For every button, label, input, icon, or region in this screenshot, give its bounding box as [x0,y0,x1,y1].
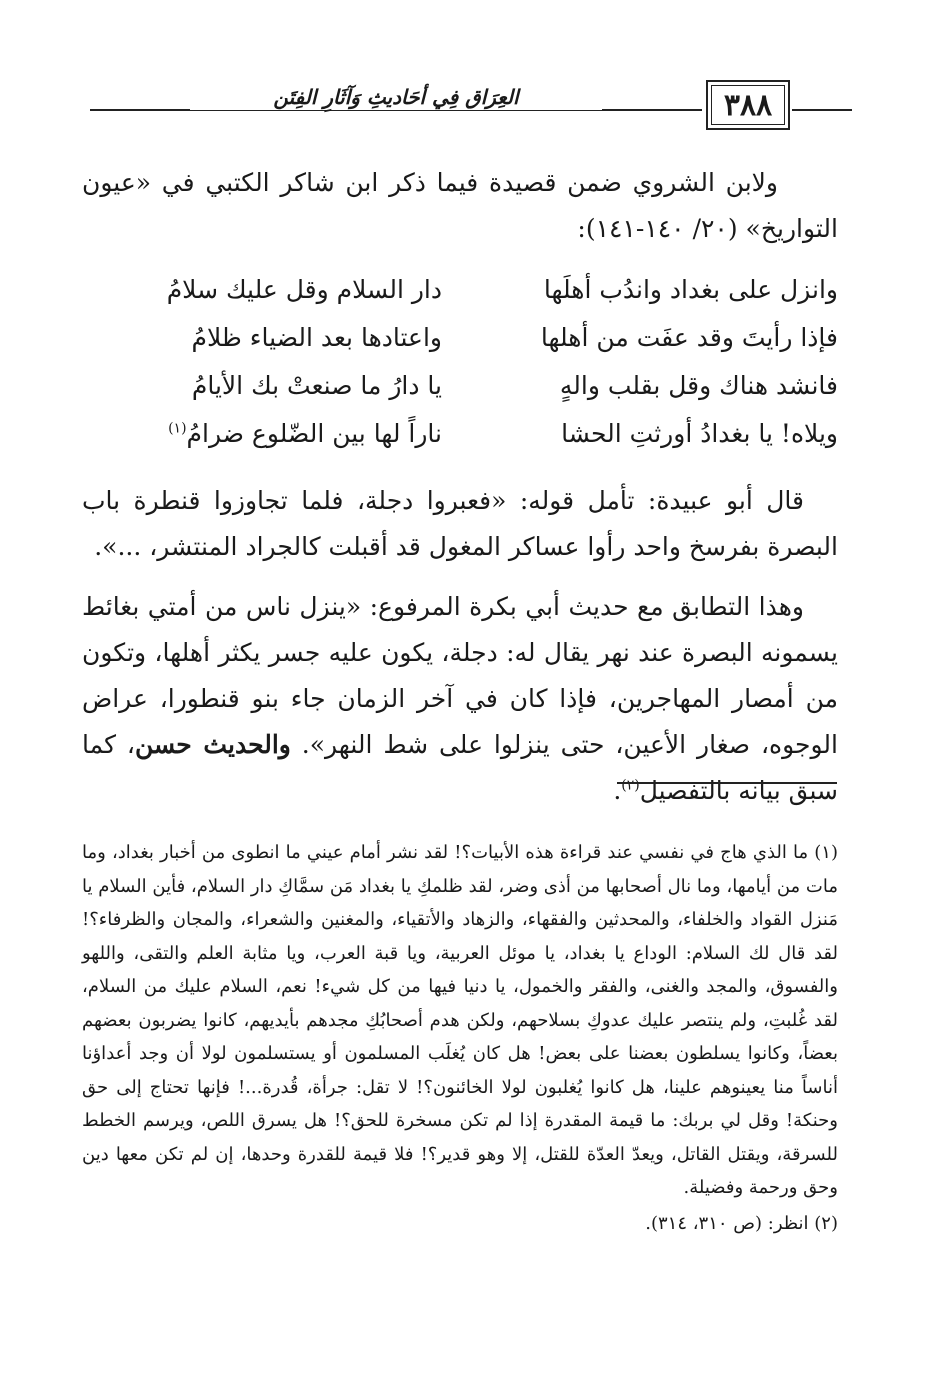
footnote-1: (١) ما الذي هاج في نفسي عند قراءة هذه الأبيات؟! لقد نشر أمام عيني ما انطوى من أخبار بغداد، وما مات من أيامها، وما نال أصحابها من أذى وضر، لقد ظلمكِ يا بغداد مَن سمَّاكِ دار السلام، فأين السلام يا مَنزل القواد والخلفاء، والمحدثين والفقهاء، والزهاد والأتقياء، والمغنين والشعراء، والمجان والظرفاء؟! لقد قال لك السلام: الوداع يا بغداد، يا موئل العربية، ويا قبة العرب، ويا مثابة العلم والتقى، واللهو والفسوق، والمجد والغنى، والفقر والخمول، يا دنيا فيها من كل شيء! نعم، السلام عليك من السلام، لقد غُلبتِ، ولم ينتصر عليك عدوكِ بسلاحهم، ولكن هدم أصحابُكِ مجدهم بأيديهم، كانوا يضربون بعضهم بعضاً، وكانوا يسلطون بعضنا على بعض! هل كان يُغلَب المسلمون أو يستسلمون لولا أن وجد أعداؤنا أناساً منا يعينوهم علينا، هل كانوا يُغلبون لولا الخائنون؟! لا تقل: جرأة، قُدرة...! فإنها تحتاج إلى حق وحنكة! وقل لي بربك: ما قيمة المقدرة إذا لم تكن مسخرة للحق؟! هل يسرق اللص، ويرسم الخطط للسرقة، ويقتل القاتل، ويعدّ العدّة للقتل، إلا وهو قدير؟! فلا قيمة للقدرة وحدها، إن لم تكن معها دين وحق ورحمة وفضيلة. [82,842,838,1198]
verse-first-hemistich: فإذا رأيتَ وقد عفَت من أهلها [540,323,838,352]
header-rule-right [792,109,852,111]
poem-verse [82,266,838,314]
poem-verse [82,410,838,458]
footnote-marker: (٢) [621,777,640,794]
footnote-2: (٢) انظر: (ص ٣١٠، ٣١٤). [645,1212,838,1234]
hadith-text: وهذا التطابق مع حديث أبي بكرة المرفوع: «ينزل ناس من أمتي بغائط يسمونه البصرة عند نهر يقال له: دجلة، يكون عليه جسر يكثر أهلها، وتكون من أمصار المهاجرين، فإذا كان في آخر الزمان جاء بنو قنطورا، عراض الوجوه، صغار الأعين، حتى ينزلوا على شط النهر». [82,592,838,759]
footnote-separator [617,782,837,784]
verse-text: ناراً لها بين الضّلوع ضرامُ [186,419,442,448]
hadith-reference: ، كما سبق بيانه بالتفصيل [82,730,838,805]
footnote-marker: (١) [168,420,187,437]
running-header [90,72,852,138]
poem-verse [82,362,838,410]
verse-first-hemistich: ويلاه! يا بغدادُ أورثتِ الحشا [561,419,838,448]
main-text [82,160,838,828]
intro-paragraph: ولابن الشروي ضمن قصيدة فيما ذكر ابن شاكر الكتبي في «عيون التواريخ» (٢٠/ ١٤٠-١٤١): [82,168,838,243]
verse-second-hemistich: يا دارُ ما صنعتْ بك الأيامُ [191,371,442,400]
poem [82,266,838,458]
poem-verse [82,314,838,362]
verse-second-hemistich: واعتادها بعد الضياء ظلامُ [191,323,442,352]
footnotes [82,836,838,1240]
running-title: العِرَاق فِي أحَاديثِ وَآثَارِ الفِتَن [190,84,602,110]
commentary-paragraph: قال أبو عبيدة: تأمل قوله: «فعبروا دجلة، فلما تجاوزوا قنطرة باب البصرة بفرسخ واحد رأوا عساكر المغول قد أقبلت كالجراد المنتشر، ...». [82,486,838,561]
page-number: ٣٨٨ [706,80,790,130]
verse-second-hemistich [82,410,442,458]
verse-second-hemistich: دار السلام وقل عليك سلامُ [166,275,442,304]
verse-first-hemistich: وانزل على بغداد واندُب أهلَها [543,275,838,304]
hadith-grade: والحديث حسن [134,730,291,759]
sentence-end: . [613,776,622,805]
verse-first-hemistich: فانشد هناك وقل بقلب والهٍ [559,371,838,400]
hadith-paragraph [82,584,838,814]
